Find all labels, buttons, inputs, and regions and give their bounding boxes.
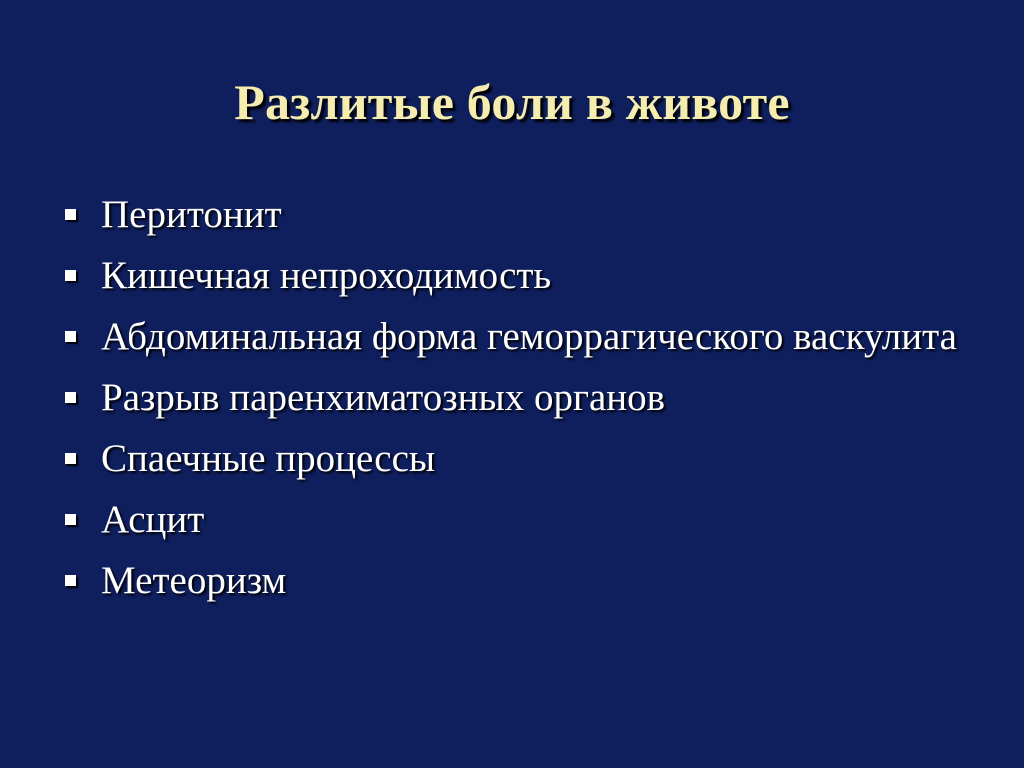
- bullet-item-intestinal-obstruction: [64, 249, 964, 303]
- bullet-text: Перитонит: [101, 193, 282, 236]
- bullet-item-adhesions: [64, 432, 964, 486]
- bullet-text: Асцит: [101, 498, 205, 541]
- square-bullet-icon: [65, 514, 76, 525]
- bullet-text: Кишечная непроходимость: [101, 254, 552, 297]
- bullet-list: [64, 188, 964, 615]
- bullet-item-peritonitis: [64, 188, 964, 242]
- square-bullet-icon: [65, 453, 76, 464]
- square-bullet-icon: [65, 270, 76, 281]
- slide-title: Разлитые боли в животе: [234, 74, 790, 130]
- square-bullet-icon: [65, 331, 76, 342]
- bullet-text: Абдоминальная форма геморрагического васкулита: [101, 315, 957, 358]
- bullet-item-organ-rupture: [64, 371, 964, 425]
- square-bullet-icon: [65, 575, 76, 586]
- bullet-item-abdominal-vasculitis: [64, 310, 964, 364]
- bullet-text: Разрыв паренхиматозных органов: [101, 376, 666, 419]
- square-bullet-icon: [65, 209, 76, 220]
- bullet-item-ascites: [64, 493, 964, 547]
- square-bullet-icon: [65, 392, 76, 403]
- bullet-item-meteorism: [64, 554, 964, 608]
- bullet-text: Спаечные процессы: [101, 437, 436, 480]
- bullet-text: Метеоризм: [101, 559, 287, 602]
